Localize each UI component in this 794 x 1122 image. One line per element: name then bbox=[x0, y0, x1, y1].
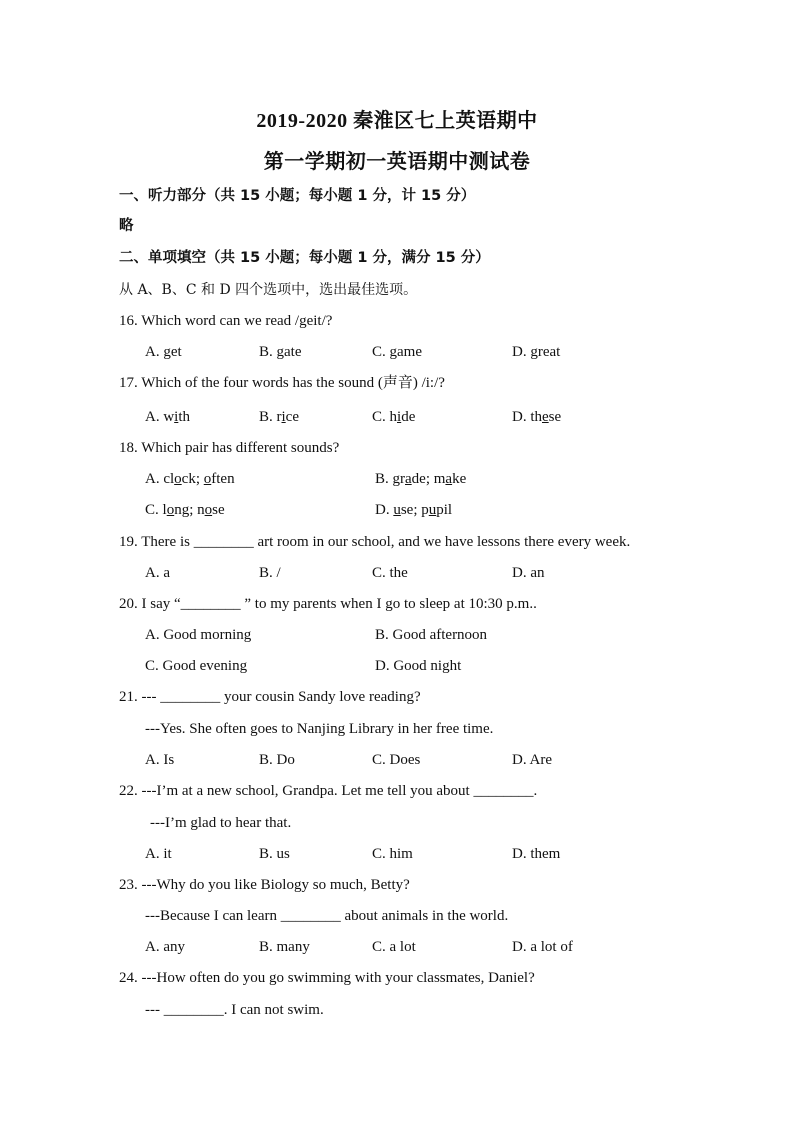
question-22-option-a: A. it bbox=[145, 846, 172, 862]
question-21-option-d: D. Are bbox=[512, 752, 552, 768]
question-23-stem: 23. ---Why do you like Biology so much, Betty? bbox=[119, 877, 410, 893]
question-18-stem: 18. Which pair has different sounds? bbox=[119, 440, 340, 456]
question-23-option-a: A. any bbox=[145, 939, 185, 955]
question-19-option-b: B. / bbox=[259, 565, 281, 581]
question-21-option-b: B. Do bbox=[259, 752, 295, 768]
question-21-reply: ---Yes. She often goes to Nanjing Library in her free time. bbox=[145, 721, 494, 737]
question-17-option-b: B. rice bbox=[259, 409, 299, 425]
question-19-stem: 19. There is ________ art room in our school, and we have lessons there every week. bbox=[119, 534, 631, 550]
question-22-option-c: C. him bbox=[372, 846, 413, 862]
question-22-option-b: B. us bbox=[259, 846, 290, 862]
question-18-option-c: C. long; nose bbox=[145, 502, 225, 518]
question-20-option-b: B. Good afternoon bbox=[375, 627, 488, 643]
question-20-option-c: C. Good evening bbox=[145, 658, 248, 674]
question-20-stem: 20. I say “________ ” to my parents when I go to sleep at 10:30 p.m.. bbox=[119, 596, 537, 612]
section-single-choice-heading: 二、单项填空（共 15 小题；每小题 1 分，满分 15 分） bbox=[119, 250, 490, 266]
question-19-option-d: D. an bbox=[512, 565, 545, 581]
question-20-option-d: D. Good night bbox=[375, 658, 462, 674]
question-23-option-d: D. a lot of bbox=[512, 939, 573, 955]
question-20-option-a: A. Good morning bbox=[145, 627, 252, 643]
section-listening-heading: 一、听力部分（共 15 小题；每小题 1 分，计 15 分） bbox=[119, 188, 476, 204]
exam-subtitle: 第一学期初一英语期中测试卷 bbox=[263, 151, 531, 173]
question-21-option-a: A. Is bbox=[145, 752, 175, 768]
question-21-option-c: C. Does bbox=[372, 752, 421, 768]
question-16-option-b: B. gate bbox=[259, 344, 302, 360]
question-22-stem: 22. ---I’m at a new school, Grandpa. Let me tell you about ________. bbox=[119, 783, 538, 799]
question-22-option-d: D. them bbox=[512, 846, 561, 862]
question-23-option-c: C. a lot bbox=[372, 939, 416, 955]
question-16-option-c: C. game bbox=[372, 344, 422, 360]
question-16-option-d: D. great bbox=[512, 344, 561, 360]
question-18-option-b: B. grade; make bbox=[375, 471, 467, 487]
question-17-stem: 17. Which of the four words has the sound (声音) /i:/? bbox=[119, 375, 445, 391]
question-21-stem: 21. --- ________ your cousin Sandy love reading? bbox=[119, 689, 421, 705]
question-23-option-b: B. many bbox=[259, 939, 310, 955]
question-22-reply: ---I’m glad to hear that. bbox=[150, 815, 292, 831]
question-24-reply: --- ________. I can not swim. bbox=[145, 1002, 324, 1018]
section-listening-note: 略 bbox=[119, 218, 134, 234]
question-18-option-d: D. use; pupil bbox=[375, 502, 453, 518]
question-17-option-a: A. with bbox=[145, 409, 191, 425]
section-single-choice-instruction: 从 A、B、C 和 D 四个选项中，选出最佳选项。 bbox=[119, 282, 418, 298]
question-17-option-c: C. hide bbox=[372, 409, 416, 425]
question-19-option-a: A. a bbox=[145, 565, 170, 581]
question-19-option-c: C. the bbox=[372, 565, 408, 581]
question-16-option-a: A. get bbox=[145, 344, 182, 360]
question-17-option-d: D. these bbox=[512, 409, 562, 425]
exam-title: 2019-2020 秦淮区七上英语期中 bbox=[256, 110, 538, 132]
question-16-stem: 16. Which word can we read /geit/? bbox=[119, 313, 333, 329]
question-24-stem: 24. ---How often do you go swimming with your classmates, Daniel? bbox=[119, 970, 535, 986]
question-23-reply: ---Because I can learn ________ about animals in the world. bbox=[145, 908, 509, 924]
question-18-option-a: A. clock; often bbox=[145, 471, 235, 487]
